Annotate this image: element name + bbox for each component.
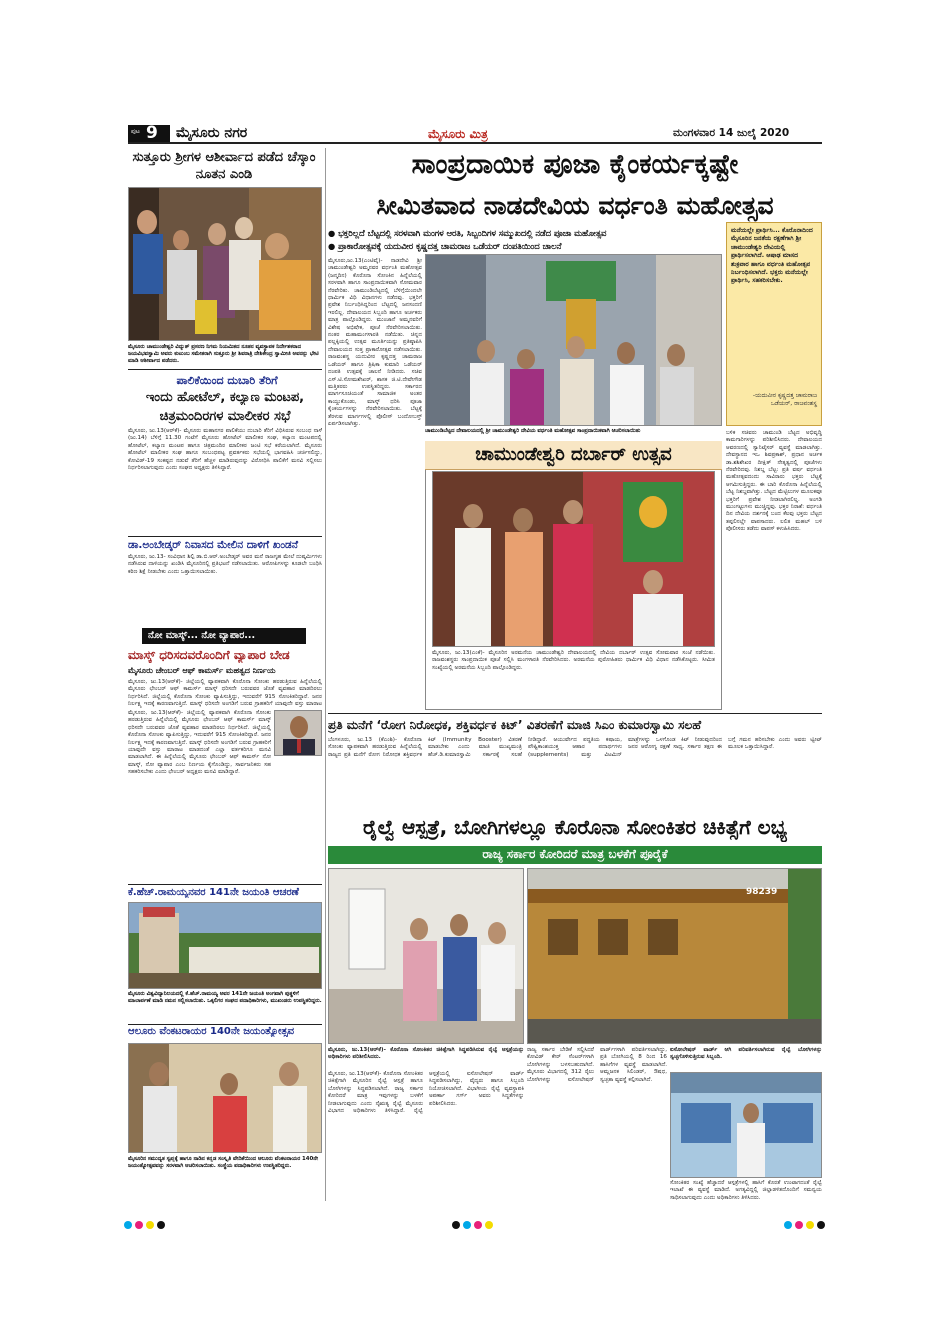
page-header (128, 125, 822, 144)
durbar-body: ಮೈಸೂರು, ಜು.13(ಎಂಕೆ)- ಮೈಸೂರಿನ ಅರಮನೆಯ ಚಾಮುಂಡೇಶ್ವರಿ ದೇವಾಲಯದಲ್ಲಿ ದೇವಿಯ ದರ್ಬಾರ್ ಉತ್ಸವ ಸೋಮವಾರ ಸಂಜೆ ನಡೆಯಿತು. ರಾಜವಂಶಸ್ಥರು ಸಾಂಪ್ರದಾಯಿಕ ಪೂಜೆ ಸಲ್ಲಿಸಿ ಮಂಗಳಾರತಿ ನೆರವೇರಿಸಿದರು. ಅರಮನೆಯ ಪುರೋಹಿತರು ಧಾರ್ಮಿಕ ವಿಧಿ ವಿಧಾನ ನಡೆಸಿಕೊಟ್ಟರು. ಸೀಮಿತ ಸಂಖ್ಯೆಯಲ್ಲಿ ಅರಮನೆಯ ಸಿಬ್ಬಂದಿ ಪಾಲ್ಗೊಂಡಿದ್ದರು. (432, 650, 715, 671)
rail-coach-number: 98239 (746, 887, 778, 897)
story6-photo-art (129, 1044, 322, 1153)
page-number-box (128, 125, 170, 142)
registration-dot (157, 1221, 165, 1229)
chamber-president-portrait (274, 710, 322, 756)
registration-dot (452, 1221, 460, 1229)
lead-sidebar-credit: -ಯದುವೀರ ಕೃಷ್ಣದತ್ತ ಚಾಮರಾಜ ಒಡೆಯರ್, ರಾಜವಂಶಸ್ಥ (752, 392, 817, 407)
story1-photo-art (129, 188, 322, 341)
story4-banner (142, 628, 306, 644)
lead-headline-1: ಸಾಂಪ್ರದಾಯಿಕ ಪೂಜಾ ಕೈಂಕರ್ಯಕ್ಕಷ್ಟೇ (411, 149, 739, 180)
story2-body: ಮೈಸೂರು, ಜು.13(ಆರ್‌ಕೆ)- ಮೈಸೂರು ಮಹಾನಗರ ಪಾಲಿಕೆಯು ದುಬಾರಿ ತೆರಿಗೆ ವಿಧಿಸಿರುವ ಸಂಬಂಧ ನಾಳೆ (ಜು.14) ಬೆಳಿಗ್ಗೆ 11.30 ಗಂಟೆಗೆ ಮೈಸೂರು ಹೋಟೆಲ್ ಮಾಲೀಕರ ಸಂಘ, ಕಲ್ಯಾಣ ಮಂಟಪದಲ್ಲಿ ಹೋಟೆಲ್, ಕಲ್ಯಾಣ ಮಂಟಪ ಹಾಗೂ ಚಿತ್ರಮಂದಿರ ಮಾಲೀಕರ ಜಂಟಿ ಸಭೆ ಕರೆಯಲಾಗಿದೆ. ಮೈಸೂರು ಹೋಟೆಲ್ ಮಾಲೀಕರ ಸಂಘ ಹಾಗೂ ಸಂಬಂಧಪಟ್ಟ ಪ್ರವರ್ತಕರು ಸಭೆಯಲ್ಲಿ ಭಾಗವಹಿಸಿ ಚರ್ಚಿಸಲಿದ್ದು, ಕೋವಿಡ್-19 ಸಂಕಷ್ಟದ ನಡುವೆ ತೆರಿಗೆ ಹೆಚ್ಚಳ ಮಾಡಿರುವುದನ್ನು ವಿರೋಧಿಸಿ ಪಾಲಿಕೆಗೆ ಮನವಿ ಸಲ್ಲಿಸಲು ನಿರ್ಧರಿಸಲಾಗುವುದು ಎಂದು ಸಂಘದ ಅಧ್ಯಕ್ಷರು ತಿಳಿಸಿದ್ದಾರೆ. (128, 428, 322, 472)
lead-bullet-2-text: ಪ್ರಾಕಾರೋತ್ಸವಕ್ಕೆ ಯದುವೀರ ಕೃಷ್ಣದತ್ತ ಚಾಮರಾಜ ಒಡೆಯರ್ ದಂಪತಿಯಿಂದ ಚಾಲನೆ (338, 241, 562, 251)
durbar-headline: ಚಾಮುಂಡೇಶ್ವರಿ ದರ್ಬಾರ್ ಉತ್ಸವ (425, 441, 722, 470)
lead-photo-caption: ಚಾಮುಂಡಿಬೆಟ್ಟದ ದೇವಾಲಯದಲ್ಲಿ ಶ್ರೀ ಚಾಮುಂಡೇಶ್ವರಿ ದೇವಿಯ ವರ್ಧಂತಿ ಮಹೋತ್ಸವ ಸಾಂಪ್ರದಾಯಿಕವಾಗಿ ಆಚರಿಸಲಾಯಿತು (425, 428, 641, 434)
registration-dot (784, 1221, 792, 1229)
divider (328, 713, 822, 714)
story4-headline: ಮಾಸ್ಕ್ ಧರಿಸದವರೊಂದಿಗೆ ವ್ಯಾಪಾರ ಬೇಡ (128, 648, 290, 662)
story5-headline: ಕೆ.ಹೆಚ್.ರಾಮಯ್ಯನವರ 141ನೇ ಜಯಂತಿ ಆಚರಣೆ (128, 887, 299, 898)
lead-bullet-1-text: ಭಕ್ತರಿಲ್ಲದೆ ಬೆಟ್ಟದಲ್ಲಿ ಸರಳವಾಗಿ ಮಂಗಳ ಆರತಿ, ಸಿಬ್ಬಂದಿಗಳ ಸಮ್ಮುಖದಲ್ಲಿ ನಡೆದ ಪೂಜಾ ಮಹೋತ್ಸವ (338, 228, 607, 238)
story3-headline: ಡಾ.ಅಂಬೇಡ್ಕರ್ ನಿವಾಸದ ಮೇಲಿನ ದಾಳಿಗೆ ಖಂಡನೆ (128, 539, 298, 551)
page-number-label: ಪುಟ (131, 128, 140, 135)
story2-headline-1: ಇಂದು ಹೋಟೆಲ್, ಕಲ್ಯಾಣ ಮಂಟಪ, (145, 390, 305, 405)
story5-photo (128, 902, 322, 989)
rail-photo-caption-2: ಐಸೋಲೇಷನ್ ವಾರ್ಡ್ ಆಗಿ ಪರಿವರ್ತಿಸಲಾಗಿರುವ ರೈಲ್ವೆ ಬೋಗಿಗಳನ್ನು ಸ್ವಚ್ಛಗೊಳಿಸುತ್ತಿರುವ ಸಿಬ್ಬಂದಿ. (670, 1047, 822, 1061)
registration-dot (463, 1221, 471, 1229)
divider (128, 536, 322, 537)
divider (128, 369, 322, 370)
registration-dot (135, 1221, 143, 1229)
story2-kicker: ಪಾಲಿಕೆಯಿಂದ ದುಬಾರಿ ತೆರಿಗೆ (176, 374, 278, 387)
lead-headline-2: ಸೀಮಿತವಾದ ನಾಡದೇವಿಯ ವರ್ಧಂತಿ ಮಹೋತ್ಸವ (376, 191, 774, 220)
bullet-icon: ● (328, 241, 339, 251)
lead-photo (425, 254, 722, 426)
story6-photo (128, 1043, 322, 1153)
registration-dot (146, 1221, 154, 1229)
durbar-photo-art (433, 472, 715, 647)
column-separator (325, 148, 326, 1201)
portrait-art (275, 711, 322, 756)
page-number: 9 (146, 123, 158, 143)
registration-dot (806, 1221, 814, 1229)
kit-headline: ಪ್ರತಿ ಮನೆಗೆ ‘ರೋಗ ನಿರೋಧಕ, ಶಕ್ತಿವರ್ಧಕ ಕಿಟ್’ ವಿತರಣೆಗೆ ಮಾಜಿ ಸಿಎಂ ಕುಮಾರಸ್ವಾಮಿ ಸಲಹೆ (328, 718, 702, 732)
rail-photo-caption-1: ಮೈಸೂರು, ಜು.13(ಆರ್‌ಕೆ)- ಕೊರೊನಾ ಸೋಂಕಿತರ ಚಿಕಿತ್ಸೆಗಾಗಿ ಸಿದ್ಧಪಡಿಸಿರುವ ರೈಲ್ವೆ ಆಸ್ಪತ್ರೆಯನ್ನು ಅಧಿಕಾರಿಗಳು ಪರಿಶೀಲಿಸಿದರು. (328, 1047, 524, 1061)
divider (128, 884, 322, 885)
rail-body-1: ಮೈಸೂರು, ಜು.13(ಆರ್‌ಕೆ)- ಕೊರೊನಾ ಸೋಂಕಿತರ ಚಿಕಿತ್ಸೆಗಾಗಿ ಮೈಸೂರಿನ ರೈಲ್ವೆ ಆಸ್ಪತ್ರೆ ಹಾಗೂ ಬೋಗಿಗಳನ್ನು ಸಿದ್ಧಪಡಿಸಲಾಗಿದೆ. ರಾಜ್ಯ ಸರ್ಕಾರ ಕೋರಿದರೆ ಮಾತ್ರ ಇವುಗಳನ್ನು ಬಳಕೆಗೆ ನೀಡಲಾಗುವುದು ಎಂದು ನೈಋತ್ಯ ರೈಲ್ವೆ ಮೈಸೂರು ವಿಭಾಗದ ಅಧಿಕಾರಿಗಳು ತಿಳಿಸಿದ್ದಾರೆ. ರೈಲ್ವೆ ಆಸ್ಪತ್ರೆಯಲ್ಲಿ ಐಸೋಲೇಷನ್ ವಾರ್ಡ್ ಸಿದ್ಧಪಡಿಸಲಾಗಿದ್ದು, ವೈದ್ಯರು ಹಾಗೂ ಸಿಬ್ಬಂದಿ ನಿಯೋಜಿಸಲಾಗಿದೆ. ವಿಭಾಗೀಯ ರೈಲ್ವೆ ವ್ಯವಸ್ಥಾಪಕಿ ಅಪರ್ಣಾ ಗರ್ಗ್ ಅವರು ಸಿದ್ಧತೆಗಳನ್ನು ಪರಿಶೀಲಿಸಿದರು. (328, 1071, 524, 1115)
lead-bullet-1 (328, 228, 718, 239)
story6-headline: ಆಲೂರು ವೆಂಕಟರಾಯರ 140ನೇ ಜಯಂತ್ಯೋತ್ಸವ (128, 1026, 295, 1037)
rail-subhead-bar (328, 846, 822, 864)
kit-body: ಬೆಂಗಳೂರು, ಜು.13 (ಕೆಎಂಶಿ)- ಕೊರೊನಾ ಸೋಂಕು ವ್ಯಾಪಕವಾಗಿ ಹರಡುತ್ತಿರುವ ಹಿನ್ನೆಲೆಯಲ್ಲಿ ರಾಜ್ಯದ ಪ್ರತಿ ಮನೆಗೆ ರೋಗ ನಿರೋಧಕ ಶಕ್ತಿವರ್ಧಕ ಕಿಟ್ (Immunity Booster) ವಿತರಣೆ ಮಾಡಬೇಕು ಎಂದು ಮಾಜಿ ಮುಖ್ಯಮಂತ್ರಿ ಹೆಚ್.ಡಿ.ಕುಮಾರಸ್ವಾಮಿ ಸರ್ಕಾರಕ್ಕೆ ಸಲಹೆ ನೀಡಿದ್ದಾರೆ. ಆಯುರ್ವೇದ ಪದ್ಧತಿಯ ಕಷಾಯ, ಪೌಷ್ಟಿಕಾಂಶಯುಕ್ತ ಆಹಾರ ಪದಾರ್ಥಗಳು (supplements) ಮತ್ತು ವಿಟಮಿನ್ ಮಾತ್ರೆಗಳನ್ನು ಒಳಗೊಂಡ ಕಿಟ್ ನೀಡುವುದರಿಂದ ಜನರ ಆರೋಗ್ಯ ರಕ್ಷಣೆ ಸಾಧ್ಯ. ಸರ್ಕಾರ ತಕ್ಷಣ ಈ ಬಗ್ಗೆ ಗಮನ ಹರಿಸಬೇಕು ಎಂದು ಅವರು ಟ್ವೀಟ್ ಮೂಲಕ ಒತ್ತಾಯಿಸಿದ್ದಾರೆ. (328, 737, 822, 758)
divider (128, 1024, 322, 1025)
rail-coach-photo (527, 868, 822, 1044)
rail-coach-interior-photo (670, 1072, 822, 1178)
story4-subhead: ಮೈಸೂರು ಚೇಂಬರ್ ಆಫ್ ಕಾಮರ್ಸ್ ಮಹತ್ವದ ನಿರ್ಣಯ (128, 666, 276, 675)
registration-dot (485, 1221, 493, 1229)
story1-photo (128, 187, 322, 341)
story4-body: ಮೈಸೂರು, ಜು.13(ಆರ್‌ಕೆ)- ಜಿಲ್ಲೆಯಲ್ಲಿ ವ್ಯಾಪಕವಾಗಿ ಕೊರೊನಾ ಸೋಂಕು ಹರಡುತ್ತಿರುವ ಹಿನ್ನೆಲೆಯಲ್ಲಿ ಮೈಸೂರು ಛೇಂಬರ್ ಆಫ್ ಕಾಮರ್ಸ್ ಮಾಸ್ಕ್ ಧರಿಸದೇ ಬರುವವರ ಜೊತೆ ವ್ಯವಹಾರ ಮಾಡದಿರಲು ನಿರ್ಧರಿಸಿದೆ. ಜಿಲ್ಲೆಯಲ್ಲಿ ಕೊರೊನಾ ಸೋಂಕು ವ್ಯಾಪಿಸುತ್ತಿದ್ದು, ಇದುವರೆಗೆ 915 ಸೋಂಕಿತರಿದ್ದಾರೆ. ಜನರ ನಿರ್ಲಕ್ಷ್ಯ ಇದಕ್ಕೆ ಕಾರಣವಾಗುತ್ತಿದೆ. ಮಾಸ್ಕ್ ಧರಿಸದೇ ಅಂಗಡಿಗೆ ಬರುವ ಗ್ರಾಹಕರಿಗೆ ಯಾವುದೇ ವಸ್ತು ಮಾರಾಟ ಮಾಡದಂತೆ ಎಲ್ಲಾ ವರ್ತಕರಿಗೂ ಮನವಿ ಮಾಡಲಾಗಿದೆ. ಈ ಹಿನ್ನೆಲೆಯಲ್ಲಿ ಮೈಸೂರು ಛೇಂಬರ್ ಆಫ್ ಕಾಮರ್ಸ್ ನೋ ಮಾಸ್ಕ್, ನೋ ವ್ಯಾಪಾರ ಎಂಬ ನಿರ್ಣಯ ಕೈಗೊಂಡಿದ್ದು, ಸಾರ್ವಜನಿಕರು ಸಹ ಸಹಕರಿಸಬೇಕು ಎಂದು ಛೇಂಬರ್ ಅಧ್ಯಕ್ಷರು ಮನವಿ ಮಾಡಿದ್ದಾರೆ. (128, 710, 271, 776)
story3-body: ಮೈಸೂರು, ಜು.13- ಸಂವಿಧಾನ ಶಿಲ್ಪಿ ಡಾ.ಬಿ.ಆರ್.ಅಂಬೇಡ್ಕರ್ ಅವರ ಮನೆ ರಾಜಗೃಹ ಮೇಲೆ ದುಷ್ಕರ್ಮಿಗಳು ನಡೆಸಿರುವ ದಾಳಿಯನ್ನು ಖಂಡಿಸಿ ಮೈಸೂರಿನಲ್ಲಿ ಪ್ರತಿಭಟನೆ ನಡೆಸಲಾಯಿತು. ಆರೋಪಿಗಳನ್ನು ಕೂಡಲೇ ಬಂಧಿಸಿ ಕಠಿಣ ಶಿಕ್ಷೆ ನೀಡಬೇಕು ಎಂದು ಒತ್ತಾಯಿಸಲಾಯಿತು. (128, 554, 322, 575)
story1-headline: ಸುತ್ತೂರು ಶ್ರೀಗಳ ಆಶೀರ್ವಾದ ಪಡೆದ ಚೆಸ್ಕಾಂ ನೂತನ ಎಂಡಿ (132, 150, 316, 182)
lead-right-column: ಬಳಿಕ ಸಚಿವರು ಚಾಮುಂಡಿ ಬೆಟ್ಟದ ಅಭಿವೃದ್ಧಿ ಕಾಮಗಾರಿಗಳನ್ನು ಪರಿಶೀಲಿಸಿದರು. ದೇವಾಲಯದ ಆವರಣದಲ್ಲಿ ಸ್ಯಾನಿಟೈಸರ್ ವ್ಯವಸ್ಥೆ ಮಾಡಲಾಗಿತ್ತು. ದೇವಸ್ಥಾನದ ಇಒ ಶಿವಪ್ರಕಾಶ್, ಪ್ರಧಾನ ಅರ್ಚಕ ಡಾ.ಶಶಿಶೇಖರ ದೀಕ್ಷಿತ್ ನೇತೃತ್ವದಲ್ಲಿ ಪೂಜೆಗಳು ನೆರವೇರಿದವು. ನಿಶಬ್ದ ಬೆಟ್ಟ: ಪ್ರತಿ ವರ್ಷ ವರ್ಧಂತಿ ಮಹೋತ್ಸವದಂದು ಸಾವಿರಾರು ಭಕ್ತರು ಬೆಟ್ಟಕ್ಕೆ ಆಗಮಿಸುತ್ತಿದ್ದರು. ಈ ಬಾರಿ ಕೊರೊನಾ ಹಿನ್ನೆಲೆಯಲ್ಲಿ ಬೆಟ್ಟ ನಿಶಬ್ದವಾಗಿತ್ತು. ಬೆಟ್ಟದ ಮೆಟ್ಟಿಲುಗಳ ಮೂಲಕವೂ ಭಕ್ತರಿಗೆ ಪ್ರವೇಶ ನೀಡಲಾಗಿರಲಿಲ್ಲ. ಅಂಗಡಿ ಮುಂಗಟ್ಟುಗಳು ಮುಚ್ಚಿದ್ದವು. ಭಕ್ತರ ನಿರಾಶೆ: ವರ್ಧಂತಿ ದಿನ ದೇವಿಯ ದರ್ಶನಕ್ಕೆ ಬಂದ ಕೆಲವು ಭಕ್ತರು ಬೆಟ್ಟದ ತಪ್ಪಲಿನಲ್ಲೇ ವಾಪಸಾದರು. ಲಲಿತ ಮಹಲ್ ಬಳಿ ಪೊಲೀಸರು ತಡೆದು ವಾಪಸ್ ಕಳುಹಿಸಿದರು. (726, 430, 822, 533)
lead-sidebar-box (726, 222, 822, 426)
lead-bullet-2 (328, 241, 718, 252)
rail-body-3: ಸೋಂಕಿತರ ಸಂಖ್ಯೆ ಹೆಚ್ಚಾದರೆ ಆಸ್ಪತ್ರೆಗಳಲ್ಲಿ ಹಾಸಿಗೆ ಕೊರತೆ ಉಂಟಾಗದಂತೆ ರೈಲ್ವೆ ಇಲಾಖೆ ಈ ವ್ಯವಸ್ಥೆ ಮಾಡಿದೆ. ಅಗತ್ಯವಿದ್ದಲ್ಲಿ ಜಿಲ್ಲಾಡಳಿತದೊಂದಿಗೆ ಸಮನ್ವಯ ಸಾಧಿಸಲಾಗುವುದು ಎಂದು ಅಧಿಕಾರಿಗಳು ತಿಳಿಸಿದರು. (670, 1180, 822, 1201)
story6-caption: ಮೈಸೂರಿನ ಸಮುದ್ಯತ ಸ್ವಪ್ನಕ್ಕೆ ಹಾಗೂ ನಾಡಿನ ಕನ್ನಡ ಸಂಸ್ಕೃತಿ ವೇದಿಕೆಯಿಂದ ಆಲೂರು ವೆಂಕಟರಾಯರ 140ನೇ ಜಯಂತ್ಯೋತ್ಸವವನ್ನು ಸರಳವಾಗಿ ಆಚರಿಸಲಾಯಿತು. ಸಂಸ್ಥೆಯ ಪದಾಧಿಕಾರಿಗಳು ಉಪಸ್ಥಿತರಿದ್ದರು. (128, 1156, 319, 1170)
registration-dot (817, 1221, 825, 1229)
rail-hospital-photo (328, 868, 524, 1044)
lead-sidebar-text: ಮನೆಯಲ್ಲೇ ಪ್ರಾರ್ಥಿಸಿ... ಕೊರೊನಾದಿಂದ ಮೈಸೂರಿನ ಜನತೆಯ ರಕ್ಷಣೆಗಾಗಿ ಶ್ರೀ ಚಾಮುಂಡೇಶ್ವರಿ ದೇವಿಯಲ್ಲಿ ಪ್ರಾರ್ಥಿಸಲಾಗಿದೆ. ಆಷಾಢ ಮಾಸದ ಶುಕ್ರವಾರ ಹಾಗೂ ವರ್ಧಂತಿ ಮಹೋತ್ಸವ ನಿರ್ಬಂಧಿಸಲಾಗಿದೆ. ಭಕ್ತರು ಮನೆಯಲ್ಲೇ ಪ್ರಾರ್ಥಿಸಿ, ಸಹಕರಿಸಬೇಕು. (731, 227, 813, 285)
story5-caption: ಮೈಸೂರು ವಿಶ್ವವಿದ್ಯಾನಿಲಯದಲ್ಲಿ ಕೆ.ಹೆಚ್.ರಾಮಯ್ಯ ಅವರ 141ನೇ ಜಯಂತಿ ಅಂಗವಾಗಿ ಪುತ್ಥಳಿಗೆ ಮಾಲಾರ್ಪಣೆ ಮಾಡಿ ನಮನ ಸಲ್ಲಿಸಲಾಯಿತು. ಒಕ್ಕಲಿಗರ ಸಂಘದ ಪದಾಧಿಕಾರಿಗಳು, ಮುಖಂಡರು ಉಪಸ್ಥಿತರಿದ್ದರು. (128, 991, 322, 1005)
story2-headline-2: ಚಿತ್ರಮಂದಿರಗಳ ಮಾಲೀಕರ ಸಭೆ (159, 409, 291, 424)
rail-coach-photo-art (528, 869, 822, 1044)
lead-body: ಮೈಸೂರು,ಜು.13(ಎಂಟಿವೈ)- ನಾಡದೇವಿ ಶ್ರೀ ಚಾಮುಂಡೇಶ್ವರಿ ಅಮ್ಮನವರ ವರ್ಧಂತಿ ಮಹೋತ್ಸವ (ಜನ್ಮದಿನ) ಕೊರೊನಾ ಸೋಂಕಿನ ಹಿನ್ನೆಲೆಯಲ್ಲಿ ಸರಳವಾಗಿ ಹಾಗೂ ಸಾಂಪ್ರದಾಯಿಕವಾಗಿ ಸೋಮವಾರ ನೆರವೇರಿತು. ಚಾಮುಂಡಿಬೆಟ್ಟದಲ್ಲಿ ಬೆಳಿಗ್ಗೆಯಿಂದಲೇ ಧಾರ್ಮಿಕ ವಿಧಿ ವಿಧಾನಗಳು ನಡೆದವು. ಭಕ್ತರಿಗೆ ಪ್ರವೇಶ ನಿರ್ಬಂಧಿಸಿದ್ದರಿಂದ ಬೆಟ್ಟದಲ್ಲಿ ಜನಸಂದಣಿ ಇರಲಿಲ್ಲ. ದೇವಾಲಯದ ಸಿಬ್ಬಂದಿ ಹಾಗೂ ಅರ್ಚಕರು ಮಾತ್ರ ಪಾಲ್ಗೊಂಡಿದ್ದರು. ಮುಂಜಾನೆ ಅಮ್ಮನವರಿಗೆ ವಿಶೇಷ ಅಭಿಷೇಕ, ಪೂಜೆ ನೆರವೇರಿಸಲಾಯಿತು. ನಂತರ ಮಹಾಮಂಗಳಾರತಿ ನಡೆಯಿತು. ಚಿನ್ನದ ಪಲ್ಲಕ್ಕಿಯಲ್ಲಿ ಉತ್ಸವ ಮೂರ್ತಿಯನ್ನು ಪ್ರತಿಷ್ಠಾಪಿಸಿ ದೇವಾಲಯದ ಸುತ್ತ ಪ್ರಾಕಾರೋತ್ಸವ ನಡೆಸಲಾಯಿತು. ರಾಜವಂಶಸ್ಥ ಯದುವೀರ ಕೃಷ್ಣದತ್ತ ಚಾಮರಾಜ ಒಡೆಯರ್ ಹಾಗೂ ತ್ರಿಷಿಕಾ ಕುಮಾರಿ ಒಡೆಯರ್ ದಂಪತಿ ಉತ್ಸವಕ್ಕೆ ಚಾಲನೆ ನೀಡಿದರು. ಸಚಿವ ಎಸ್.ಟಿ.ಸೋಮಶೇಖರ್, ಶಾಸಕ ಜಿ.ಟಿ.ದೇವೇಗೌಡ ಮತ್ತಿತರರು ಉಪಸ್ಥಿತರಿದ್ದರು. ಸರ್ಕಾರದ ಮಾರ್ಗಸೂಚಿಯಂತೆ ಸಾಮಾಜಿಕ ಅಂತರ ಕಾಯ್ದುಕೊಂಡು, ಮಾಸ್ಕ್ ಧರಿಸಿ ಪೂಜಾ ಕೈಂಕರ್ಯಗಳನ್ನು ನೆರವೇರಿಸಲಾಯಿತು. ಬೆಟ್ಟಕ್ಕೆ ತೆರಳುವ ಮಾರ್ಗಗಳಲ್ಲಿ ಪೊಲೀಸ್ ಬಂದೋಬಸ್ತ್ ಏರ್ಪಡಿಸಲಾಗಿತ್ತು. (328, 258, 422, 427)
registration-dot (124, 1221, 132, 1229)
registration-dot (795, 1221, 803, 1229)
rail-hospital-photo-art (329, 869, 524, 1044)
story4-banner-text: ನೋ ಮಾಸ್ಕ್... ನೋ ವ್ಯಾಪಾರ... (148, 630, 256, 641)
section-title: ಮೈಸೂರು ನಗರ (176, 125, 248, 141)
bullet-icon: ● (328, 228, 339, 238)
masthead: ಮೈಸೂರು ಮಿತ್ರ (428, 127, 488, 141)
rail-subhead: ರಾಜ್ಯ ಸರ್ಕಾರ ಕೋರಿದರೆ ಮಾತ್ರ ಬಳಕೆಗೆ ಪೂರೈಕೆ (482, 847, 668, 861)
story1-caption: ಮೈಸೂರು ಚಾಮುಂಡೇಶ್ವರಿ ವಿದ್ಯುತ್ ಪ್ರಸರಣ ನಿಗಮ ನಿಯಮಿತದ ನೂತನ ವ್ಯವಸ್ಥಾಪಕ ನಿರ್ದೇಶಕರಾದ ಜಯವಿಭವಸ್ವಾಮಿ ಅವರು ಕುಟುಂಬ ಸಮೇತರಾಗಿ ಸುತ್ತೂರು ಶ್ರೀ ಶಿವರಾತ್ರಿ ದೇಶಿಕೇಂದ್ರ ಸ್ವಾಮೀಜಿ ಅವರನ್ನು ಭೇಟಿ ಮಾಡಿ ಆಶೀರ್ವಾದ ಪಡೆದರು. (128, 344, 319, 365)
rail-headline: ರೈಲ್ವೆ ಆಸ್ಪತ್ರೆ, ಬೋಗಿಗಳಲ್ಲೂ ಕೊರೊನಾ ಸೋಂಕಿತರ ಚಿಕಿತ್ಸೆಗೆ ಲಭ್ಯ (362, 815, 788, 839)
issue-date: ಮಂಗಳವಾರ 14 ಜುಲೈ 2020 (673, 127, 790, 139)
story5-photo-art (129, 903, 322, 989)
rail-body-2: ರಾಜ್ಯ ಸರ್ಕಾರ ಬೇಡಿಕೆ ಸಲ್ಲಿಸಿದರೆ ಕೋವಿಡ್ ಕೇರ್ ಸೆಂಟರ್‌ಗಳಾಗಿ ಬೋಗಿಗಳನ್ನು ಬಳಸಬಹುದಾಗಿದೆ. ಮೈಸೂರು ವಿಭಾಗದಲ್ಲಿ 312 ರೈಲು ಬೋಗಿಗಳನ್ನು ಐಸೋಲೇಷನ್ ವಾರ್ಡ್‌ಗಳಾಗಿ ಪರಿವರ್ತಿಸಲಾಗಿದ್ದು, ಪ್ರತಿ ಬೋಗಿಯಲ್ಲಿ 8 ರಿಂದ 16 ಹಾಸಿಗೆಗಳ ವ್ಯವಸ್ಥೆ ಮಾಡಲಾಗಿದೆ. ಆಮ್ಲಜನಕ ಸಿಲಿಂಡರ್, ಔಷಧ, ಸ್ವಚ್ಛತಾ ವ್ಯವಸ್ಥೆ ಕಲ್ಪಿಸಲಾಗಿದೆ. (527, 1047, 667, 1083)
story4-body-top: ಮೈಸೂರು, ಜು.13(ಆರ್‌ಕೆ)- ಜಿಲ್ಲೆಯಲ್ಲಿ ವ್ಯಾಪಕವಾಗಿ ಕೊರೊನಾ ಸೋಂಕು ಹರಡುತ್ತಿರುವ ಹಿನ್ನೆಲೆಯಲ್ಲಿ ಮೈಸೂರು ಛೇಂಬರ್ ಆಫ್ ಕಾಮರ್ಸ್ ಮಾಸ್ಕ್ ಧರಿಸದೇ ಬರುವವರ ಜೊತೆ ವ್ಯವಹಾರ ಮಾಡದಿರಲು ನಿರ್ಧರಿಸಿದೆ. ಜಿಲ್ಲೆಯಲ್ಲಿ ಕೊರೊನಾ ಸೋಂಕು ವ್ಯಾಪಿಸುತ್ತಿದ್ದು, ಇದುವರೆಗೆ 915 ಸೋಂಕಿತರಿದ್ದಾರೆ. ಜನರ ನಿರ್ಲಕ್ಷ್ಯ ಇದಕ್ಕೆ ಕಾರಣವಾಗುತ್ತಿದೆ. ಮಾಸ್ಕ್ ಧರಿಸದೇ ಅಂಗಡಿಗೆ ಬರುವ ಗ್ರಾಹಕರಿಗೆ ಯಾವುದೇ ವಸ್ತು ಮಾರಾಟ (128, 679, 322, 708)
rail-interior-art (671, 1073, 822, 1178)
registration-dot (474, 1221, 482, 1229)
lead-photo-art (426, 255, 722, 426)
durbar-photo (432, 471, 715, 647)
